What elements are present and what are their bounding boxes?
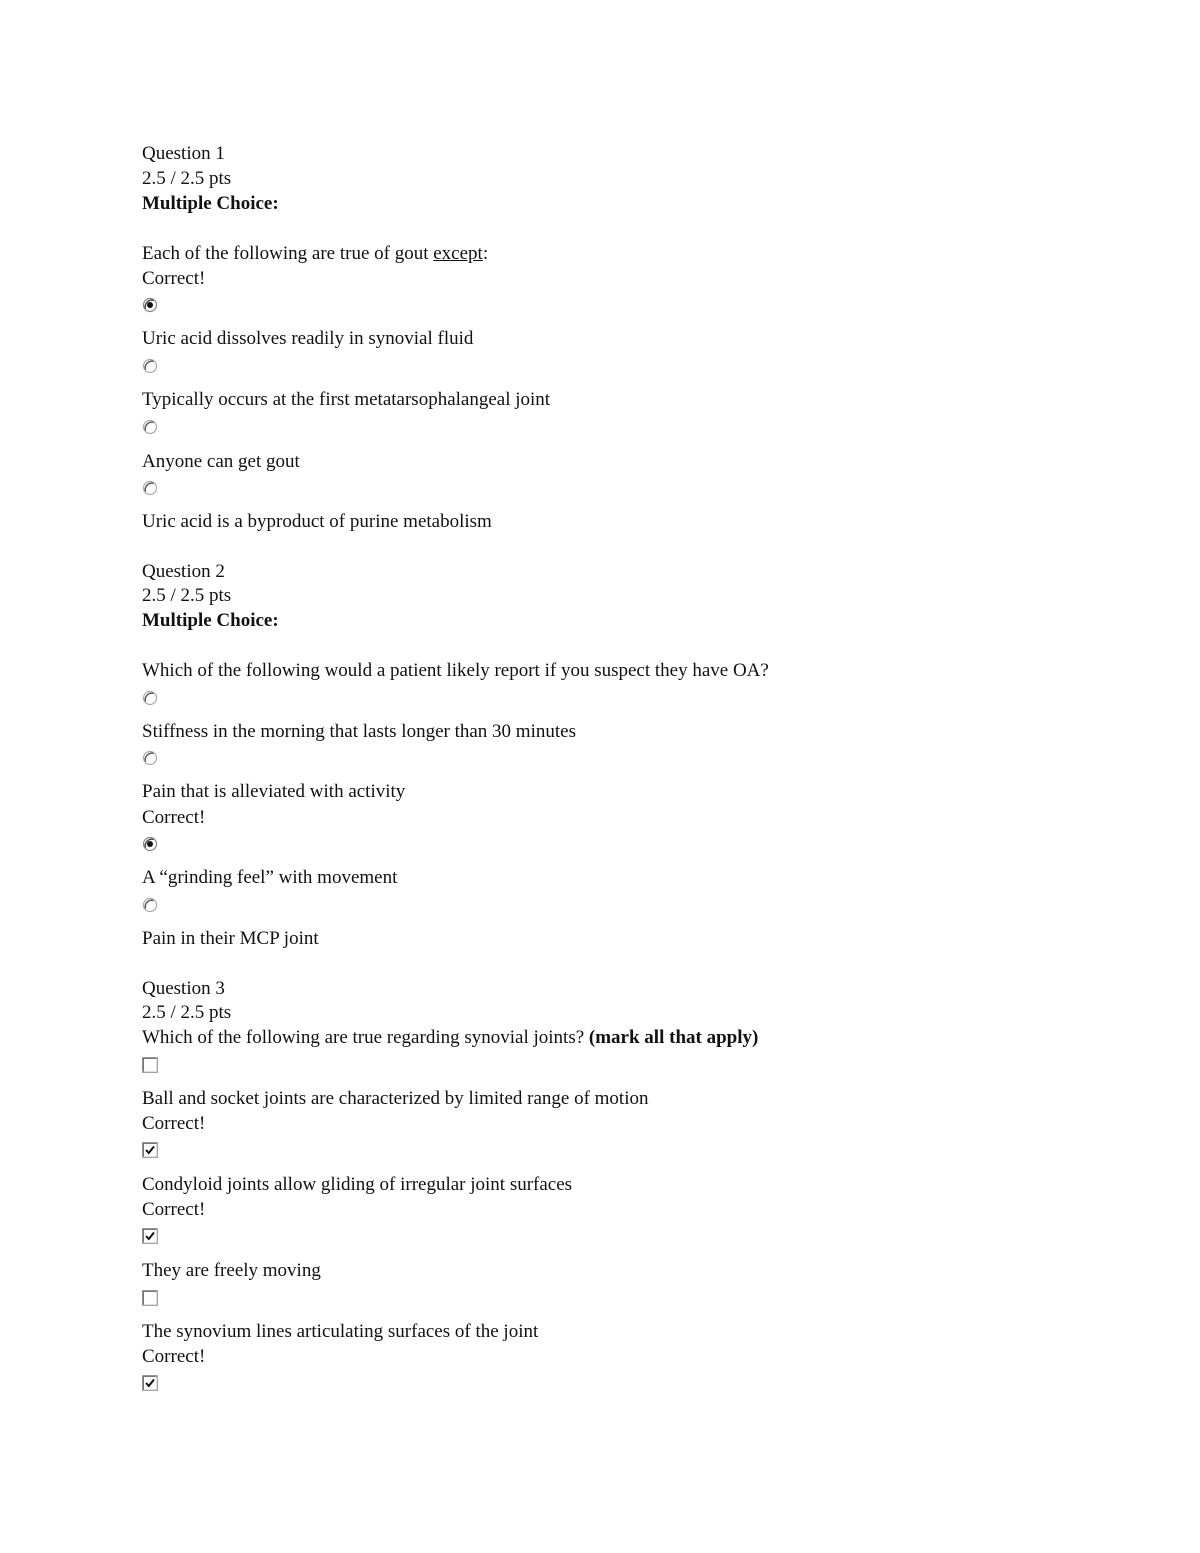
question-2-title: Question 2 — [142, 561, 225, 582]
question-1-score: 2.5 / 2.5 pts — [142, 168, 232, 189]
option-text: Uric acid dissolves readily in synovial fluid — [142, 328, 474, 349]
checkbox-checked[interactable] — [142, 1142, 158, 1158]
checkbox-unchecked[interactable] — [142, 1057, 158, 1073]
question-1-prompt-text: Each of the following are true of gout — [142, 243, 434, 264]
correct-label: Correct! — [142, 807, 206, 828]
question-3-prompt-instruction: (mark all that apply) — [588, 1027, 759, 1048]
question-2-type: Multiple Choice: — [142, 610, 279, 631]
checkbox-unchecked[interactable] — [142, 1290, 158, 1306]
radio-unselected[interactable] — [142, 690, 158, 706]
correct-label: Correct! — [142, 268, 206, 289]
option-text: Pain in their MCP joint — [142, 928, 319, 949]
radio-selected[interactable] — [142, 836, 158, 852]
option-text: A “grinding feel” with movement — [142, 867, 398, 888]
radio-unselected[interactable] — [142, 750, 158, 766]
radio-unselected[interactable] — [142, 897, 158, 913]
option-text: Stiffness in the morning that lasts longer than 30 minutes — [142, 721, 576, 742]
checkbox-checked[interactable] — [142, 1228, 158, 1244]
radio-unselected[interactable] — [142, 419, 158, 435]
question-1-type: Multiple Choice: — [142, 193, 279, 214]
option-text: Condyloid joints allow gliding of irregular joint surfaces — [142, 1174, 573, 1195]
option-text: Uric acid is a byproduct of purine metabolism — [142, 511, 492, 532]
question-1-prompt-emphasis: except — [433, 243, 483, 264]
question-1-prompt-end: : — [482, 243, 489, 264]
question-1-title: Question 1 — [142, 143, 225, 164]
radio-unselected[interactable] — [142, 480, 158, 496]
checkbox-checked[interactable] — [142, 1375, 158, 1391]
radio-unselected[interactable] — [142, 358, 158, 374]
option-text: Typically occurs at the first metatarsophalangeal joint — [142, 389, 551, 410]
correct-label: Correct! — [142, 1199, 206, 1220]
option-text: Ball and socket joints are characterized by limited range of motion — [142, 1088, 649, 1109]
question-3-prompt-text: Which of the following are true regarding synovial joints? — [142, 1027, 589, 1048]
correct-label: Correct! — [142, 1113, 206, 1134]
question-2-score: 2.5 / 2.5 pts — [142, 585, 232, 606]
option-text: They are freely moving — [142, 1260, 321, 1281]
question-2-prompt: Which of the following would a patient likely report if you suspect they have OA? — [142, 660, 769, 681]
question-3-title: Question 3 — [142, 978, 225, 999]
option-text: The synovium lines articulating surfaces of the joint — [142, 1321, 539, 1342]
question-3-prompt — [142, 1026, 758, 1050]
option-text: Anyone can get gout — [142, 451, 300, 472]
question-1-prompt — [142, 242, 488, 266]
option-text: Pain that is alleviated with activity — [142, 781, 406, 802]
radio-selected[interactable] — [142, 297, 158, 313]
question-3-score: 2.5 / 2.5 pts — [142, 1002, 232, 1023]
correct-label: Correct! — [142, 1346, 206, 1367]
